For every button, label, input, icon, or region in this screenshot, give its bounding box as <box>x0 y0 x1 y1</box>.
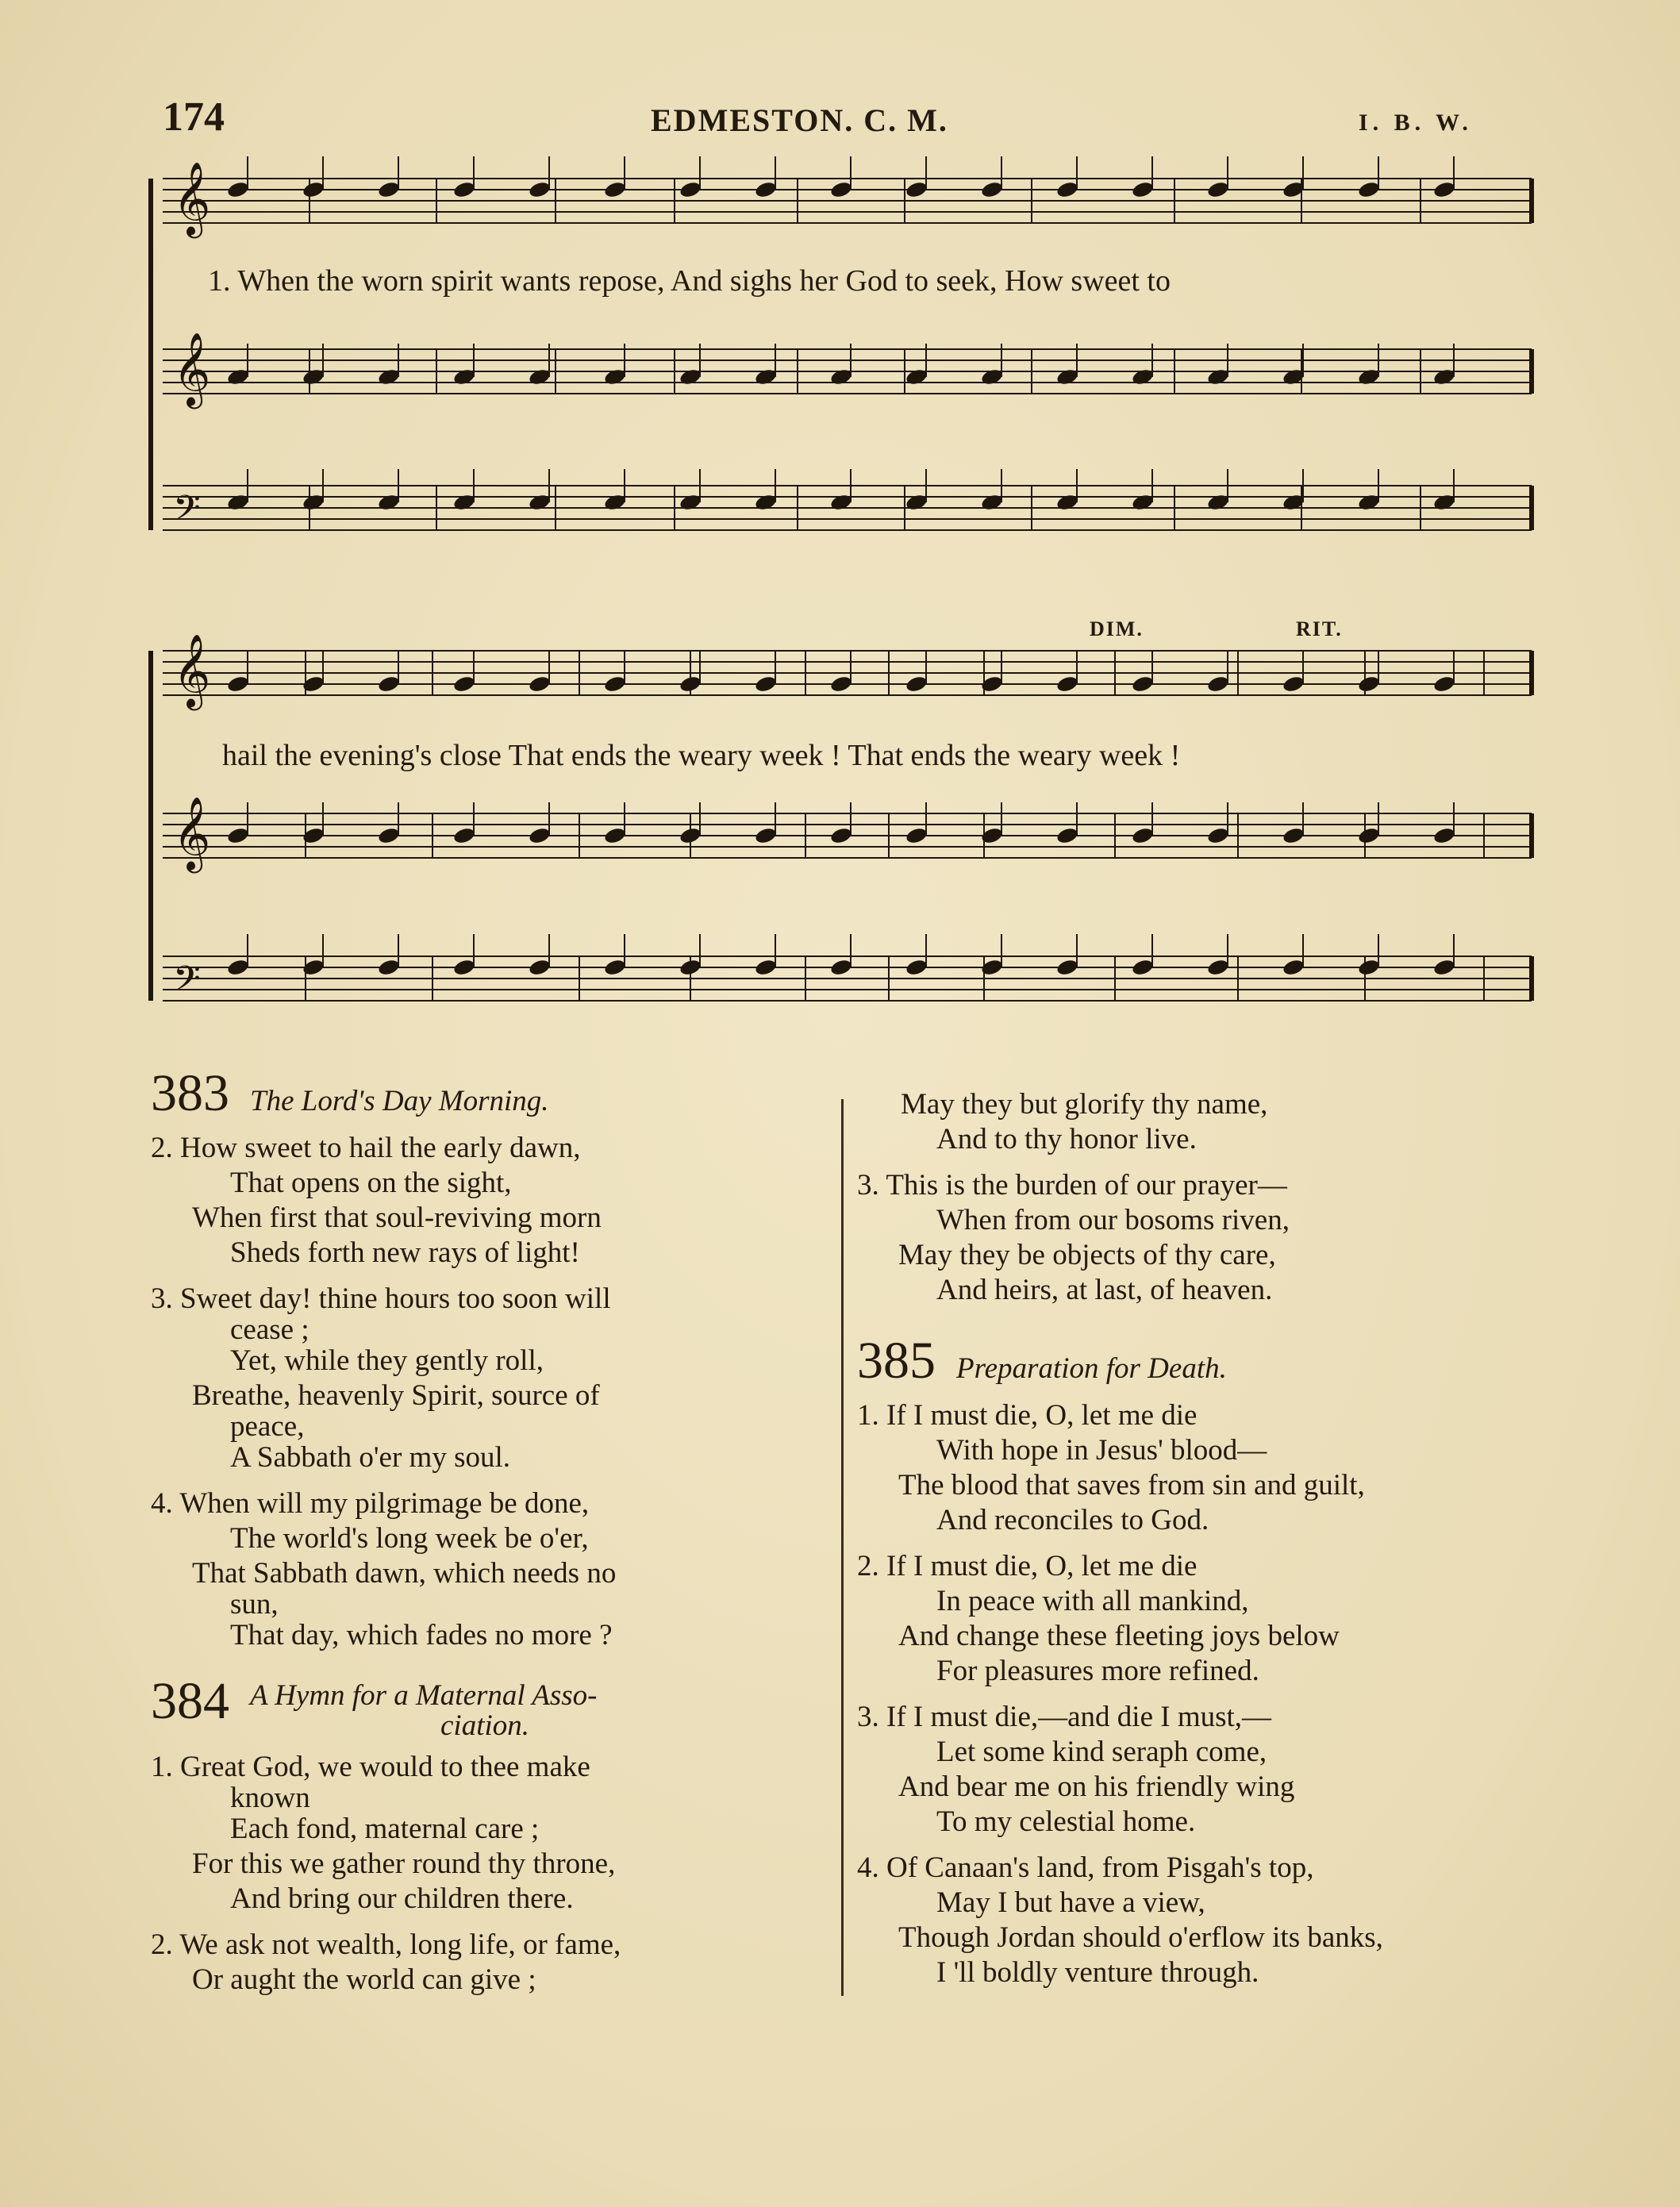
verse-line: sun, <box>230 1588 279 1621</box>
hymns-right-column <box>857 1087 1540 1990</box>
note-head <box>905 493 928 512</box>
dynamic-dim: DIM. <box>1090 617 1144 640</box>
verse <box>151 1928 833 1997</box>
verse <box>857 1700 1540 1840</box>
note-head <box>603 675 627 694</box>
note-head <box>1131 675 1155 694</box>
note-head <box>377 958 401 977</box>
verse-line: With hope in Jesus' blood— <box>936 1434 1267 1467</box>
verse-line: 1. Great God, we would to thee make <box>151 1751 590 1783</box>
note-head <box>377 675 401 694</box>
note-head <box>754 958 778 977</box>
note-head <box>754 675 778 694</box>
note-head <box>226 180 250 199</box>
verse-line: And change these fleeting joys below <box>898 1620 1340 1652</box>
note-head <box>1357 493 1381 512</box>
note-head <box>226 493 250 512</box>
hymn-heading <box>857 1332 1540 1390</box>
verse-line: When from our bosoms riven, <box>936 1204 1290 1236</box>
tune-title: EDMESTON. C. M. <box>651 102 948 138</box>
music-score <box>0 0 1680 1048</box>
verse-line: That opens on the sight, <box>230 1167 512 1199</box>
verse-line: 2. If I must die, O, let me die <box>857 1550 1198 1582</box>
verse <box>151 1486 833 1653</box>
hymn-heading <box>151 1064 833 1122</box>
verse-line: Or aught the world can give ; <box>192 1963 536 1996</box>
verse-line: May they but glorify thy name, <box>901 1088 1268 1121</box>
verse-line: For pleasures more refined. <box>936 1655 1259 1687</box>
verse-line: To my celestial home. <box>936 1805 1196 1838</box>
note-head <box>603 958 627 977</box>
note-head <box>905 826 928 845</box>
note-head <box>905 958 928 977</box>
note-head <box>1432 675 1456 694</box>
verse-line: And to thy honor live. <box>936 1123 1197 1155</box>
note-head <box>1357 675 1381 694</box>
lyric-line-1: 1. When the worn spirit wants repose, And sighs her God to seek, How sweet to <box>208 264 1171 298</box>
note-head <box>603 493 627 512</box>
hymn-title: A Hymn for a Maternal Asso- <box>250 1679 598 1712</box>
note-head <box>1131 826 1155 845</box>
verse <box>857 1398 1540 1538</box>
lyric-line-2: hail the evening's close That ends the weary week ! That ends the weary week ! <box>222 739 1181 772</box>
note-head <box>980 180 1004 199</box>
note-head <box>829 180 853 199</box>
note-head <box>1206 826 1230 845</box>
column-divider <box>841 1099 844 1996</box>
note-head <box>1206 675 1230 694</box>
verse-line: When first that soul-reviving morn <box>192 1202 602 1234</box>
note-head <box>1206 958 1230 977</box>
hymn-title: The Lord's Day Morning. <box>250 1085 549 1117</box>
verse-line: 2. How sweet to hail the early dawn, <box>151 1132 581 1164</box>
note-head <box>754 180 778 199</box>
dynamic-rit: RIT. <box>1296 617 1343 640</box>
verse-line: And bear me on his friendly wing <box>898 1771 1295 1803</box>
verse-line: 3. If I must die,—and die I must,— <box>857 1701 1272 1733</box>
verse-line: Let some kind seraph come, <box>936 1736 1267 1768</box>
note-head <box>452 826 476 845</box>
note-head <box>528 493 552 512</box>
note-head <box>528 958 552 977</box>
note-head <box>1055 493 1079 512</box>
note-head <box>1432 180 1456 199</box>
note-head <box>980 493 1004 512</box>
verse-line: In peace with all mankind, <box>936 1585 1249 1617</box>
note-head <box>679 180 702 199</box>
note-head <box>226 675 250 694</box>
verse-line: That Sabbath dawn, which needs no <box>192 1557 617 1590</box>
note-head <box>1282 675 1305 694</box>
note-head <box>1055 826 1079 845</box>
note-head <box>1131 493 1155 512</box>
hymn-title: Preparation for Death. <box>956 1352 1227 1385</box>
note-head <box>1131 958 1155 977</box>
note-head <box>302 493 325 512</box>
note-head <box>754 367 778 386</box>
note-head <box>603 180 627 199</box>
hymn-title-continued: ciation. <box>440 1709 530 1742</box>
verse <box>857 1851 1540 1990</box>
note-head <box>1055 367 1079 386</box>
note-head <box>754 493 778 512</box>
hymns-left-column <box>151 1064 833 1997</box>
note-head <box>1357 180 1381 199</box>
note-head <box>377 367 401 386</box>
verse <box>151 1282 833 1475</box>
verse <box>857 1087 1540 1157</box>
note-head <box>226 826 250 845</box>
verse <box>151 1131 833 1271</box>
hymn-number: 384 <box>151 1672 229 1730</box>
note-head <box>452 367 476 386</box>
verse-line: The world's long week be o'er, <box>230 1522 589 1555</box>
note-head <box>528 675 552 694</box>
verse-line: Though Jordan should o'erflow its banks, <box>898 1921 1383 1954</box>
verse-line: And reconciles to God. <box>936 1504 1209 1536</box>
note-head <box>302 180 325 199</box>
note-head <box>829 826 853 845</box>
note-head <box>754 826 778 845</box>
note-head <box>905 180 928 199</box>
note-head <box>829 958 853 977</box>
note-head <box>452 958 476 977</box>
note-head <box>829 367 853 386</box>
verse-line: And heirs, at last, of heaven. <box>936 1274 1273 1306</box>
note-head <box>603 826 627 845</box>
hymn-number: 383 <box>151 1064 229 1122</box>
note-head <box>452 180 476 199</box>
verse-line: The blood that saves from sin and guilt, <box>898 1469 1365 1501</box>
note-head <box>1206 493 1230 512</box>
treble-clef-icon: 𝄞 <box>173 796 211 870</box>
note-head <box>1432 493 1456 512</box>
note-head <box>528 826 552 845</box>
verse-line: known <box>230 1782 310 1814</box>
note-head <box>452 675 476 694</box>
verse-line: For this we gather round thy throne, <box>192 1847 616 1880</box>
note-head <box>679 493 702 512</box>
note-head <box>1357 958 1381 977</box>
note-head <box>829 493 853 512</box>
note-head <box>1206 180 1230 199</box>
note-head <box>1055 958 1079 977</box>
note-head <box>1357 826 1381 845</box>
note-head <box>1432 367 1456 386</box>
note-head <box>377 493 401 512</box>
verse-line: 3. Sweet day! thine hours too soon will <box>151 1282 611 1315</box>
note-head <box>528 367 552 386</box>
verse-line: Breathe, heavenly Spirit, source of <box>192 1379 600 1412</box>
hymn-number: 385 <box>857 1332 936 1390</box>
note-head <box>1206 367 1230 386</box>
verse-line: Each fond, maternal care ; <box>230 1813 540 1845</box>
page-number: 174 <box>163 94 225 140</box>
verse-line: cease ; <box>230 1313 309 1346</box>
verse <box>151 1750 833 1917</box>
verse-line: 2. We ask not wealth, long life, or fame, <box>151 1928 621 1961</box>
verse-line: May I but have a view, <box>936 1886 1205 1919</box>
verse-line: I 'll boldly venture through. <box>936 1956 1259 1989</box>
note-head <box>302 367 325 386</box>
note-head <box>1282 826 1305 845</box>
note-head <box>1055 180 1079 199</box>
note-head <box>1432 826 1456 845</box>
note-head <box>1282 958 1305 977</box>
verse-line: 4. When will my pilgrimage be done, <box>151 1487 590 1520</box>
hymn-heading <box>151 1672 833 1742</box>
verse-line: peace, <box>230 1410 305 1443</box>
note-head <box>528 180 552 199</box>
verse-line: Sheds forth new rays of light! <box>230 1236 580 1269</box>
treble-clef-icon: 𝄞 <box>173 332 211 406</box>
treble-clef-icon: 𝄞 <box>173 161 211 235</box>
verse-line: May they be objects of thy care, <box>898 1239 1276 1271</box>
bass-clef-icon: 𝄢 <box>173 958 201 1008</box>
note-head <box>377 826 401 845</box>
verse-line: A Sabbath o'er my soul. <box>230 1441 510 1474</box>
verse <box>857 1168 1540 1308</box>
note-head <box>1357 367 1381 386</box>
composer-initials: I. B. W. <box>1359 110 1473 136</box>
verse-line: That day, which fades no more ? <box>230 1619 613 1651</box>
bass-clef-icon: 𝄢 <box>173 487 201 537</box>
note-head <box>980 367 1004 386</box>
note-head <box>377 180 401 199</box>
note-head <box>1131 367 1155 386</box>
note-head <box>603 367 627 386</box>
verse-line: And bring our children there. <box>230 1882 574 1915</box>
verse-line: Yet, while they gently roll, <box>230 1344 544 1377</box>
verse-line: 3. This is the burden of our prayer— <box>857 1169 1287 1202</box>
note-head <box>226 958 250 977</box>
verse-line: 4. Of Canaan's land, from Pisgah's top, <box>857 1851 1314 1884</box>
verse-line: 1. If I must die, O, let me die <box>857 1399 1198 1432</box>
note-head <box>452 493 476 512</box>
note-head <box>1432 958 1456 977</box>
note-head <box>905 675 928 694</box>
verse <box>857 1549 1540 1689</box>
note-head <box>829 675 853 694</box>
note-head <box>226 367 250 386</box>
note-head <box>679 367 702 386</box>
note-head <box>905 367 928 386</box>
note-head <box>1131 180 1155 199</box>
treble-clef-icon: 𝄞 <box>173 633 211 707</box>
note-head <box>1055 675 1079 694</box>
